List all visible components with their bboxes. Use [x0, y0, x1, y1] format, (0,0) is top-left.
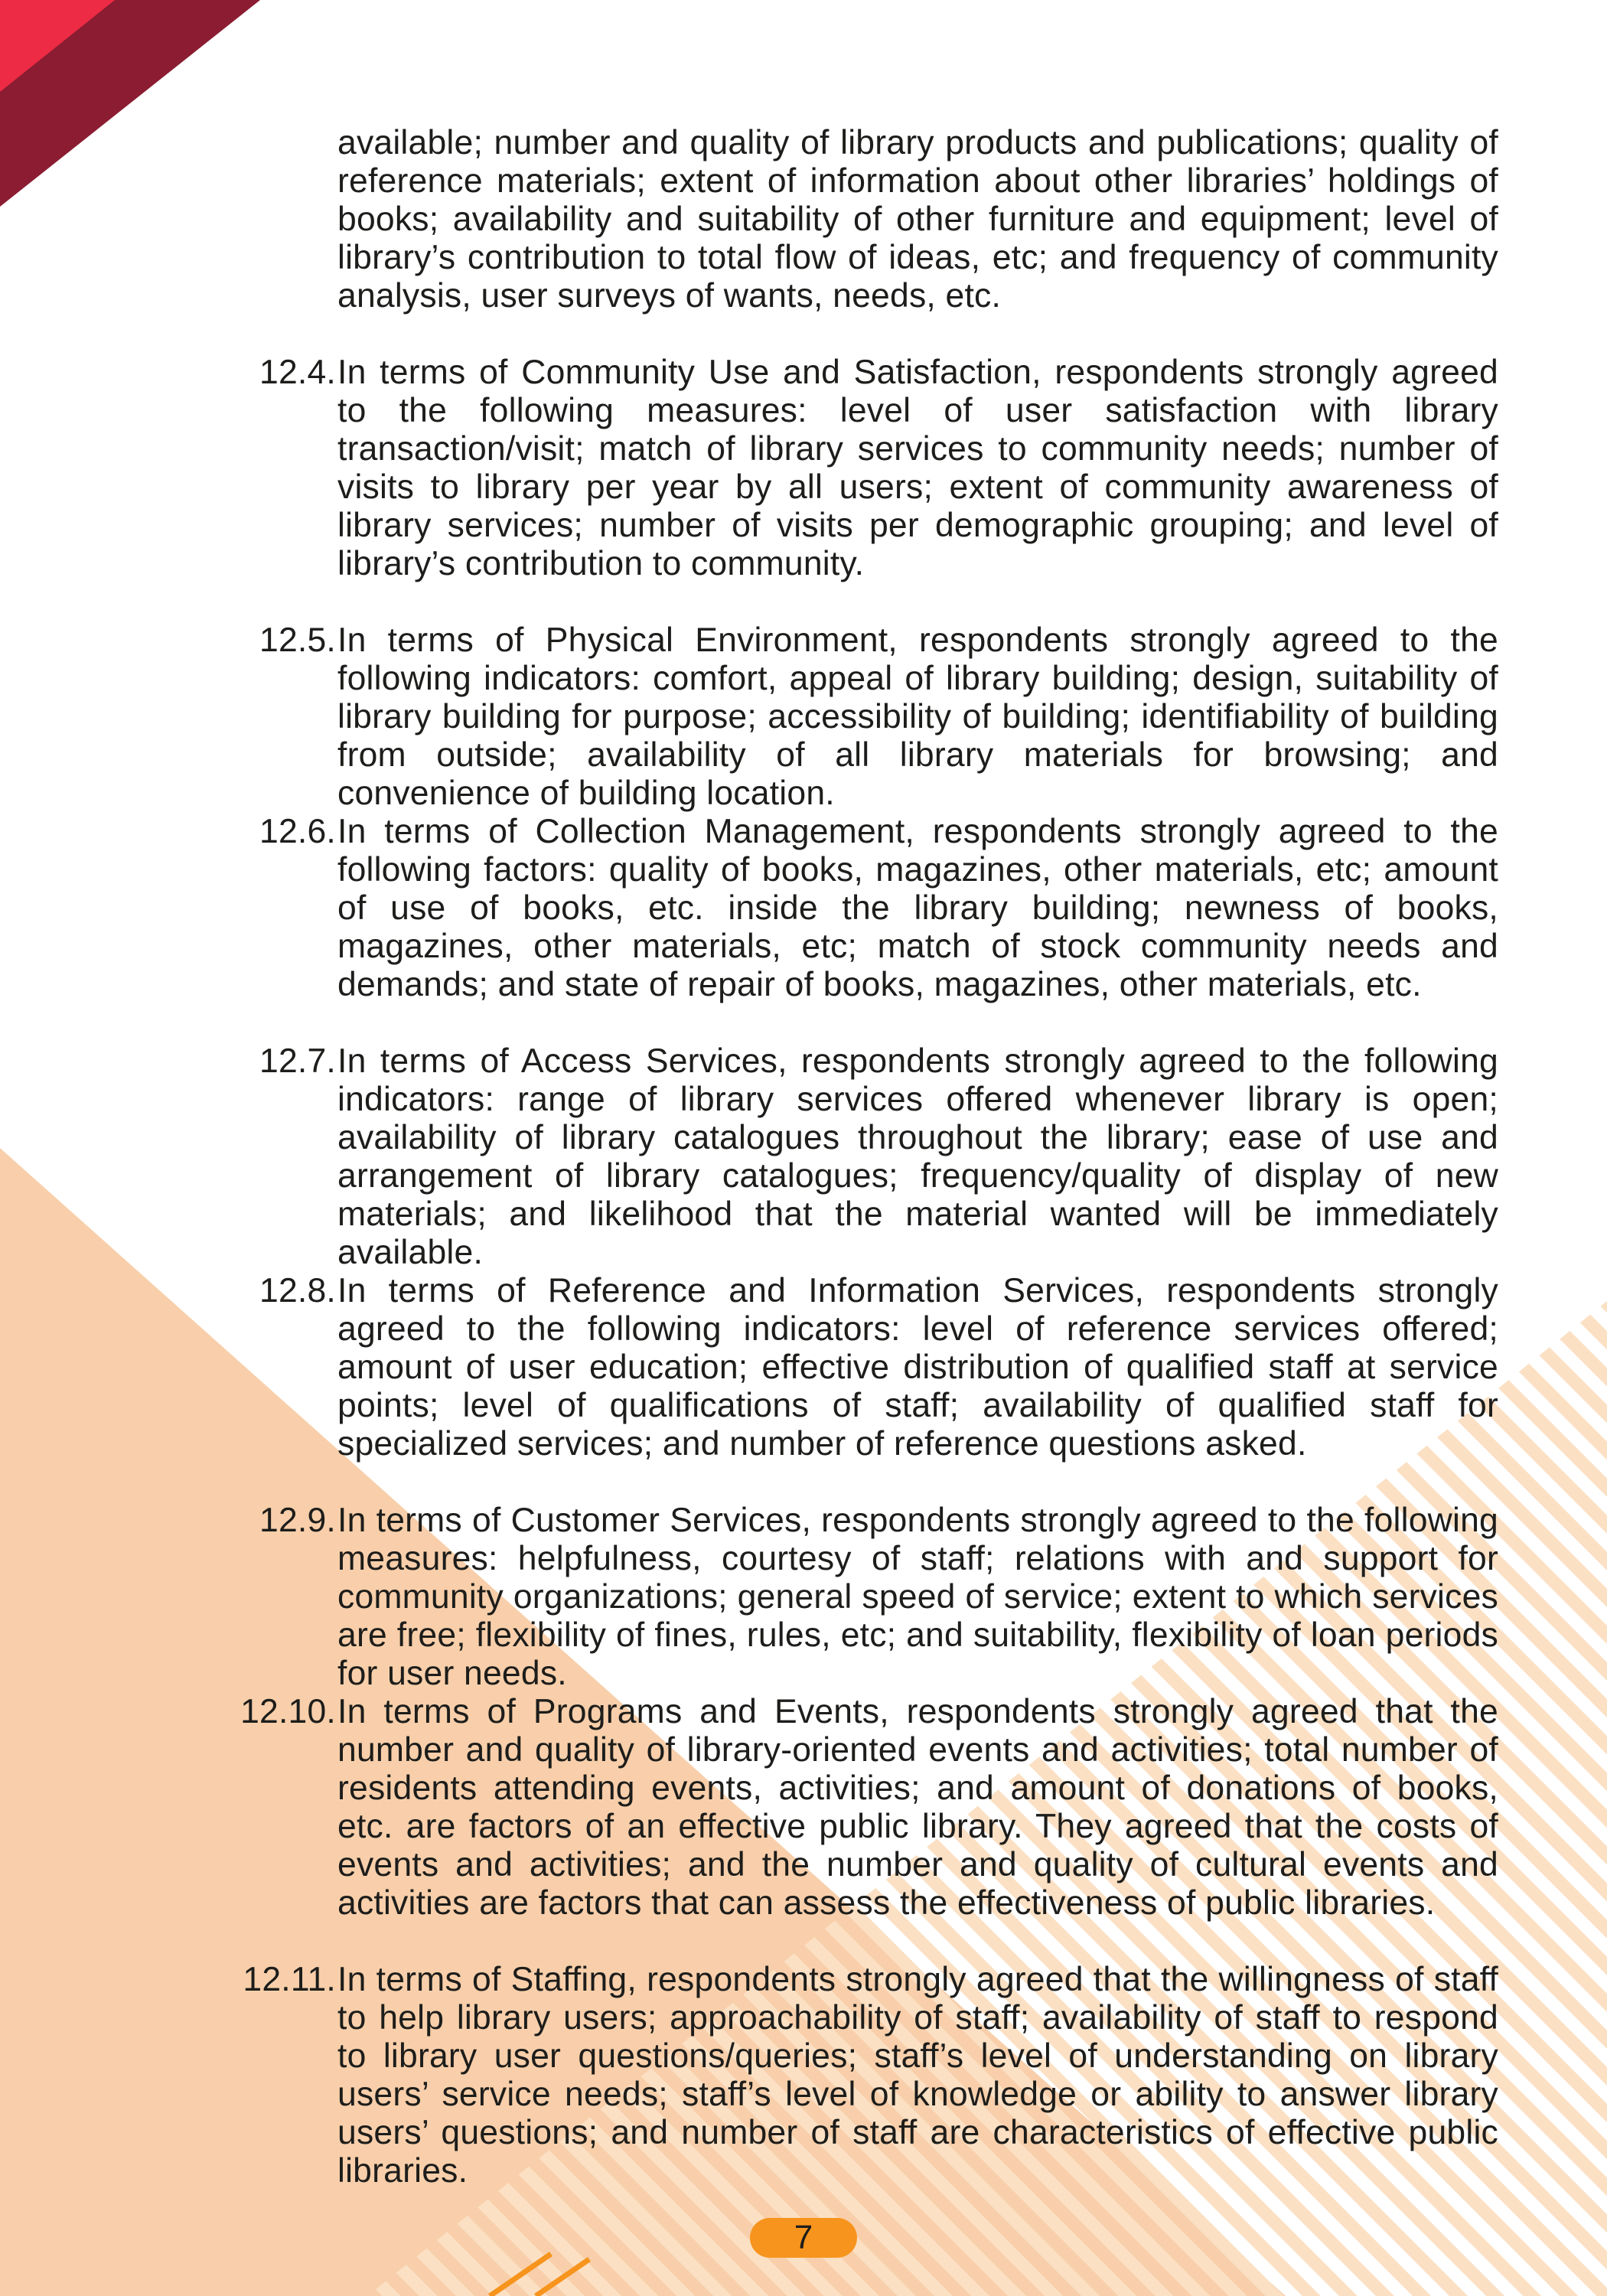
item-text: In terms of Reference and Information Services, respondents strongly agreed to the following indicators: level of reference services offered; amount of user education; effective distribution of qualified staff at service points; level of qualifications of staff; availability of qualified staff for specialized services; and number of reference questions asked. [337, 1272, 1498, 1463]
list-item [243, 1961, 1498, 2190]
list-item [259, 621, 1498, 813]
list-item [240, 1693, 1498, 1923]
item-text: In terms of Programs and Events, respondents strongly agreed that the number and quality of library-oriented events and activities; total number of residents attending events, activities; and amount of donations of books, etc. are factors of an effective public library. They agreed that the costs of events and activities; and the number and quality of cultural events and activities are factors that can assess the effectiveness of public libraries. [337, 1693, 1498, 1922]
item-text: In terms of Access Services, respondents strongly agreed to the following indicators: range of library services offered whenever library is open; availability of library catalogues throughout the library; ease of use and arrangement of library catalogues; frequency/quality of display of new materials; and likelihood that the material wanted will be immediately available. [337, 1042, 1498, 1271]
item-number: 12.10. [240, 1693, 336, 1730]
item-number: 12.6. [259, 813, 336, 850]
item-number: 12.11. [243, 1961, 336, 1998]
item-text: In terms of Customer Services, respondents strongly agreed to the following measures: helpfulness, courtesy of staff; relations with and support for community organizations; general speed of service; extent to which services are free; flexibility of fines, rules, etc; and suitability, flexibility of loan periods for user needs. [337, 1502, 1498, 1692]
item-text: In terms of Community Use and Satisfaction, respondents strongly agreed to the following measures: level of user satisfaction with library transaction/visit; match of library services to community needs; number of visits to library per year by all users; extent of community awareness of library services; number of visits per demographic grouping; and level of library’s contribution to community. [337, 354, 1498, 582]
item-text: In terms of Collection Management, respondents strongly agreed to the following factors: quality of books, magazines, other materials, etc; amount of use of books, etc. inside the library building; newness of books, magazines, other materials, etc; match of stock community needs and demands; and state of repair of books, magazines, other materials, etc. [337, 813, 1498, 1003]
item-text: In terms of Staffing, respondents strongly agreed that the willingness of staff to help library users; approachability of staff; availability of staff to respond to library user questions/queries; staff’s level of understanding on library users’ service needs; staff’s level of knowledge or ability to answer library users’ questions; and number of staff are characteristics of effective public libraries. [337, 1961, 1498, 2190]
page-number: 7 [750, 2218, 857, 2258]
item-number: 12.7. [259, 1042, 336, 1080]
intro-continuation-paragraph: available; number and quality of library products and publications; quality of reference materials; extent of information about other libraries’ holdings of books; availability and suitability of other furniture and equipment; level of library’s contribution to total flow of ideas, etc; and frequency of community analysis, user surveys of wants, needs, etc. [337, 124, 1498, 315]
item-number: 12.9. [259, 1502, 336, 1539]
item-number: 12.4. [259, 354, 336, 391]
list-item [259, 1502, 1498, 1693]
list-item [259, 354, 1498, 583]
item-number: 12.5. [259, 621, 336, 659]
list-item [259, 1042, 1498, 1272]
list-item [259, 1272, 1498, 1463]
item-text: In terms of Physical Environment, respondents strongly agreed to the following indicators: comfort, appeal of library building; design, suitability of library building for purpose; accessibility of building; identifiability of building from outside; availability of all library materials for browsing; and convenience of building location. [337, 621, 1498, 812]
item-number: 12.8. [259, 1272, 336, 1309]
list-item [259, 813, 1498, 1004]
